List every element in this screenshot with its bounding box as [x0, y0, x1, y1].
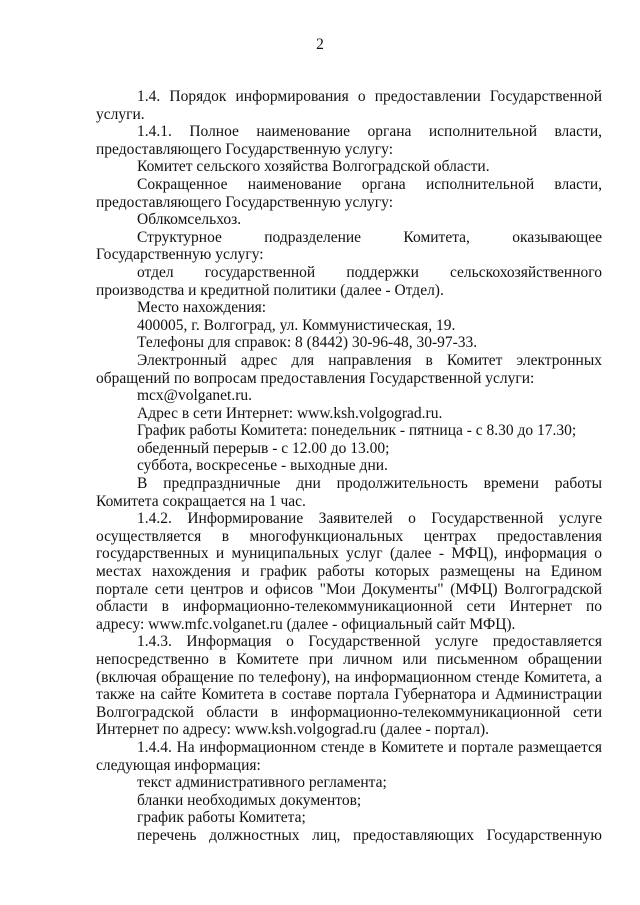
paragraph: отдел государственной поддержки сельскохозяйственного производства и кредитной политики (далее - Отдел).: [96, 263, 602, 299]
paragraph: 1.4.4. На информационном стенде в Комитете и портале размещается следующая информация:: [96, 738, 602, 774]
document-body: [96, 88, 602, 845]
paragraph: Место нахождения:: [137, 299, 267, 317]
paragraph: текст административного регламента;: [137, 774, 387, 792]
section-heading: 1.4. Порядок информирования о предоставлении Государственной услуги.: [96, 88, 602, 123]
paragraph: В предпраздничные дни продолжительность времени работы Комитета сокращается на 1 час.: [96, 475, 602, 510]
paragraph: 1.4.2. Информирование Заявителей о Государственной услуге осуществляется в многофункциональных центрах предоставления государственных и муниципальных услуг (далее - МФЦ), информация о местах нахождения и график работы которых размещены на Едином портале сети центров и офисов "Мои Документы" (МФЦ) Волгоградской области в информационно-телекоммуникационной сети Интернет по адресу: www.mfc.volganet.ru (далее - официальный сайт МФЦ).: [96, 510, 602, 633]
paragraph: 400005, г. Волгоград, ул. Коммунистическая, 19.: [137, 316, 456, 334]
paragraph: 1.4.1. Полное наименование органа исполнительной власти, предоставляющего Государственную услугу:: [96, 123, 602, 158]
paragraph: Комитет сельского хозяйства Волгоградской области.: [137, 158, 490, 176]
paragraph: суббота, воскресенье - выходные дни.: [137, 457, 388, 475]
page-number: 2: [316, 36, 324, 53]
paragraph: Структурное подразделение Комитета, оказывающее Государственную услугу:: [96, 228, 602, 264]
paragraph: 1.4.3. Информация о Государственной услуге предоставляется непосредственно в Комитете при личном или письменном обращении (включая обращение по телефону), на информационном стенде Комитета, а также на сайте Комитета в составе портала Губернатора и Администрации Волгоградской области в информационно-телекоммуникационной сети Интернет по адресу: www.ksh.volgograd.ru (далее - портал).: [96, 633, 602, 739]
paragraph: обеденный перерыв - с 12.00 до 13.00;: [137, 439, 390, 457]
paragraph: Сокращенное наименование органа исполнительной власти, предоставляющего Государственную услугу:: [96, 175, 602, 211]
paragraph: бланки необходимых документов;: [137, 791, 362, 809]
paragraph: Облкомсельхоз.: [137, 211, 242, 229]
paragraph: Электронный адрес для направления в Комитет электронных обращений по вопросам предоставления Государственной услуги:: [96, 351, 602, 387]
paragraph: График работы Комитета: понедельник - пятница - с 8.30 до 17.30;: [137, 422, 577, 440]
paragraph: график работы Комитета;: [137, 809, 306, 827]
paragraph: mcx@volganet.ru.: [137, 387, 252, 405]
paragraph: Адрес в сети Интернет: www.ksh.volgograd.ru.: [137, 404, 443, 422]
paragraph: Телефоны для справок: 8 (8442) 30-96-48, 30-97-33.: [137, 334, 478, 352]
paragraph: перечень должностных лиц, предоставляющих Государственную: [137, 826, 602, 844]
